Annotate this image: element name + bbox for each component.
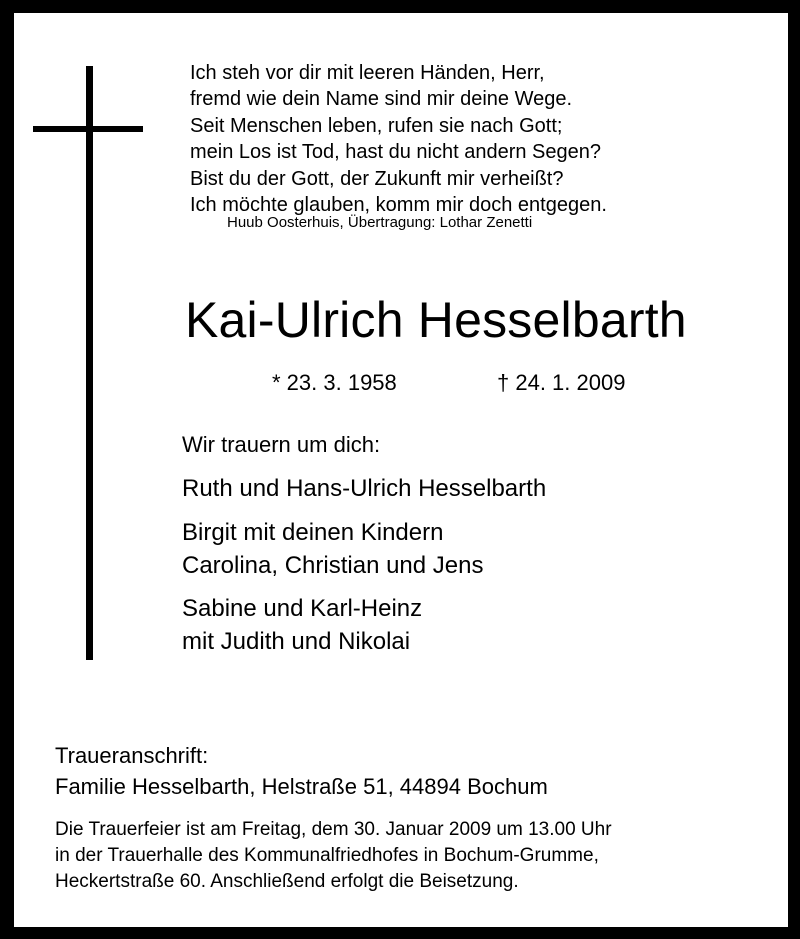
mourner-line: Ruth und Hans-Ulrich Hesselbarth [182, 475, 547, 502]
poem-line: Ich möchte glauben, komm mir doch entgegen. [190, 194, 607, 217]
poem-line: Seit Menschen leben, rufen sie nach Gott; [190, 114, 563, 137]
funeral-line: Die Trauerfeier ist am Freitag, dem 30. Januar 2009 um 13.00 Uhr [55, 819, 612, 840]
funeral-line: in der Trauerhalle des Kommunalfriedhofes in Bochum-Grumme, [55, 845, 599, 866]
funeral-line: Heckertstraße 60. Anschließend erfolgt die Beisetzung. [55, 871, 519, 892]
poem-attribution: Huub Oosterhuis, Übertragung: Lothar Zenetti [227, 214, 533, 231]
address-label: Traueranschrift: [55, 743, 209, 768]
mourner-group [182, 516, 484, 582]
mourner-group [182, 472, 546, 505]
poem-line: mein Los ist Tod, hast du nicht andern Segen? [190, 141, 602, 164]
poem-line: Bist du der Gott, der Zukunft mir verheißt? [190, 167, 564, 190]
funeral-notice [55, 817, 612, 895]
poem-line: Ich steh vor dir mit leeren Händen, Herr, [190, 62, 545, 84]
mourner-line: Birgit mit deinen Kindern [182, 519, 444, 546]
poem-line: fremd wie dein Name sind mir deine Wege. [190, 88, 573, 111]
mourner-line: Carolina, Christian und Jens [182, 552, 484, 579]
mourner-line: Sabine und Karl-Heinz [182, 595, 423, 622]
address-value: Familie Hesselbarth, Helstraße 51, 44894 Bochum [55, 774, 548, 799]
death-date: † 24. 1. 2009 [497, 370, 626, 395]
mourner-line: mit Judith und Nikolai [182, 628, 411, 655]
cross-horizontal-bar [33, 126, 143, 132]
deceased-name: Kai-Ulrich Hesselbarth [185, 292, 687, 348]
mourning-address [55, 740, 548, 802]
poem [190, 60, 710, 218]
cross-vertical-bar [86, 66, 93, 660]
mourners-intro: Wir trauern um dich: [182, 432, 381, 457]
mourner-group [182, 592, 422, 658]
birth-date: * 23. 3. 1958 [272, 370, 397, 395]
